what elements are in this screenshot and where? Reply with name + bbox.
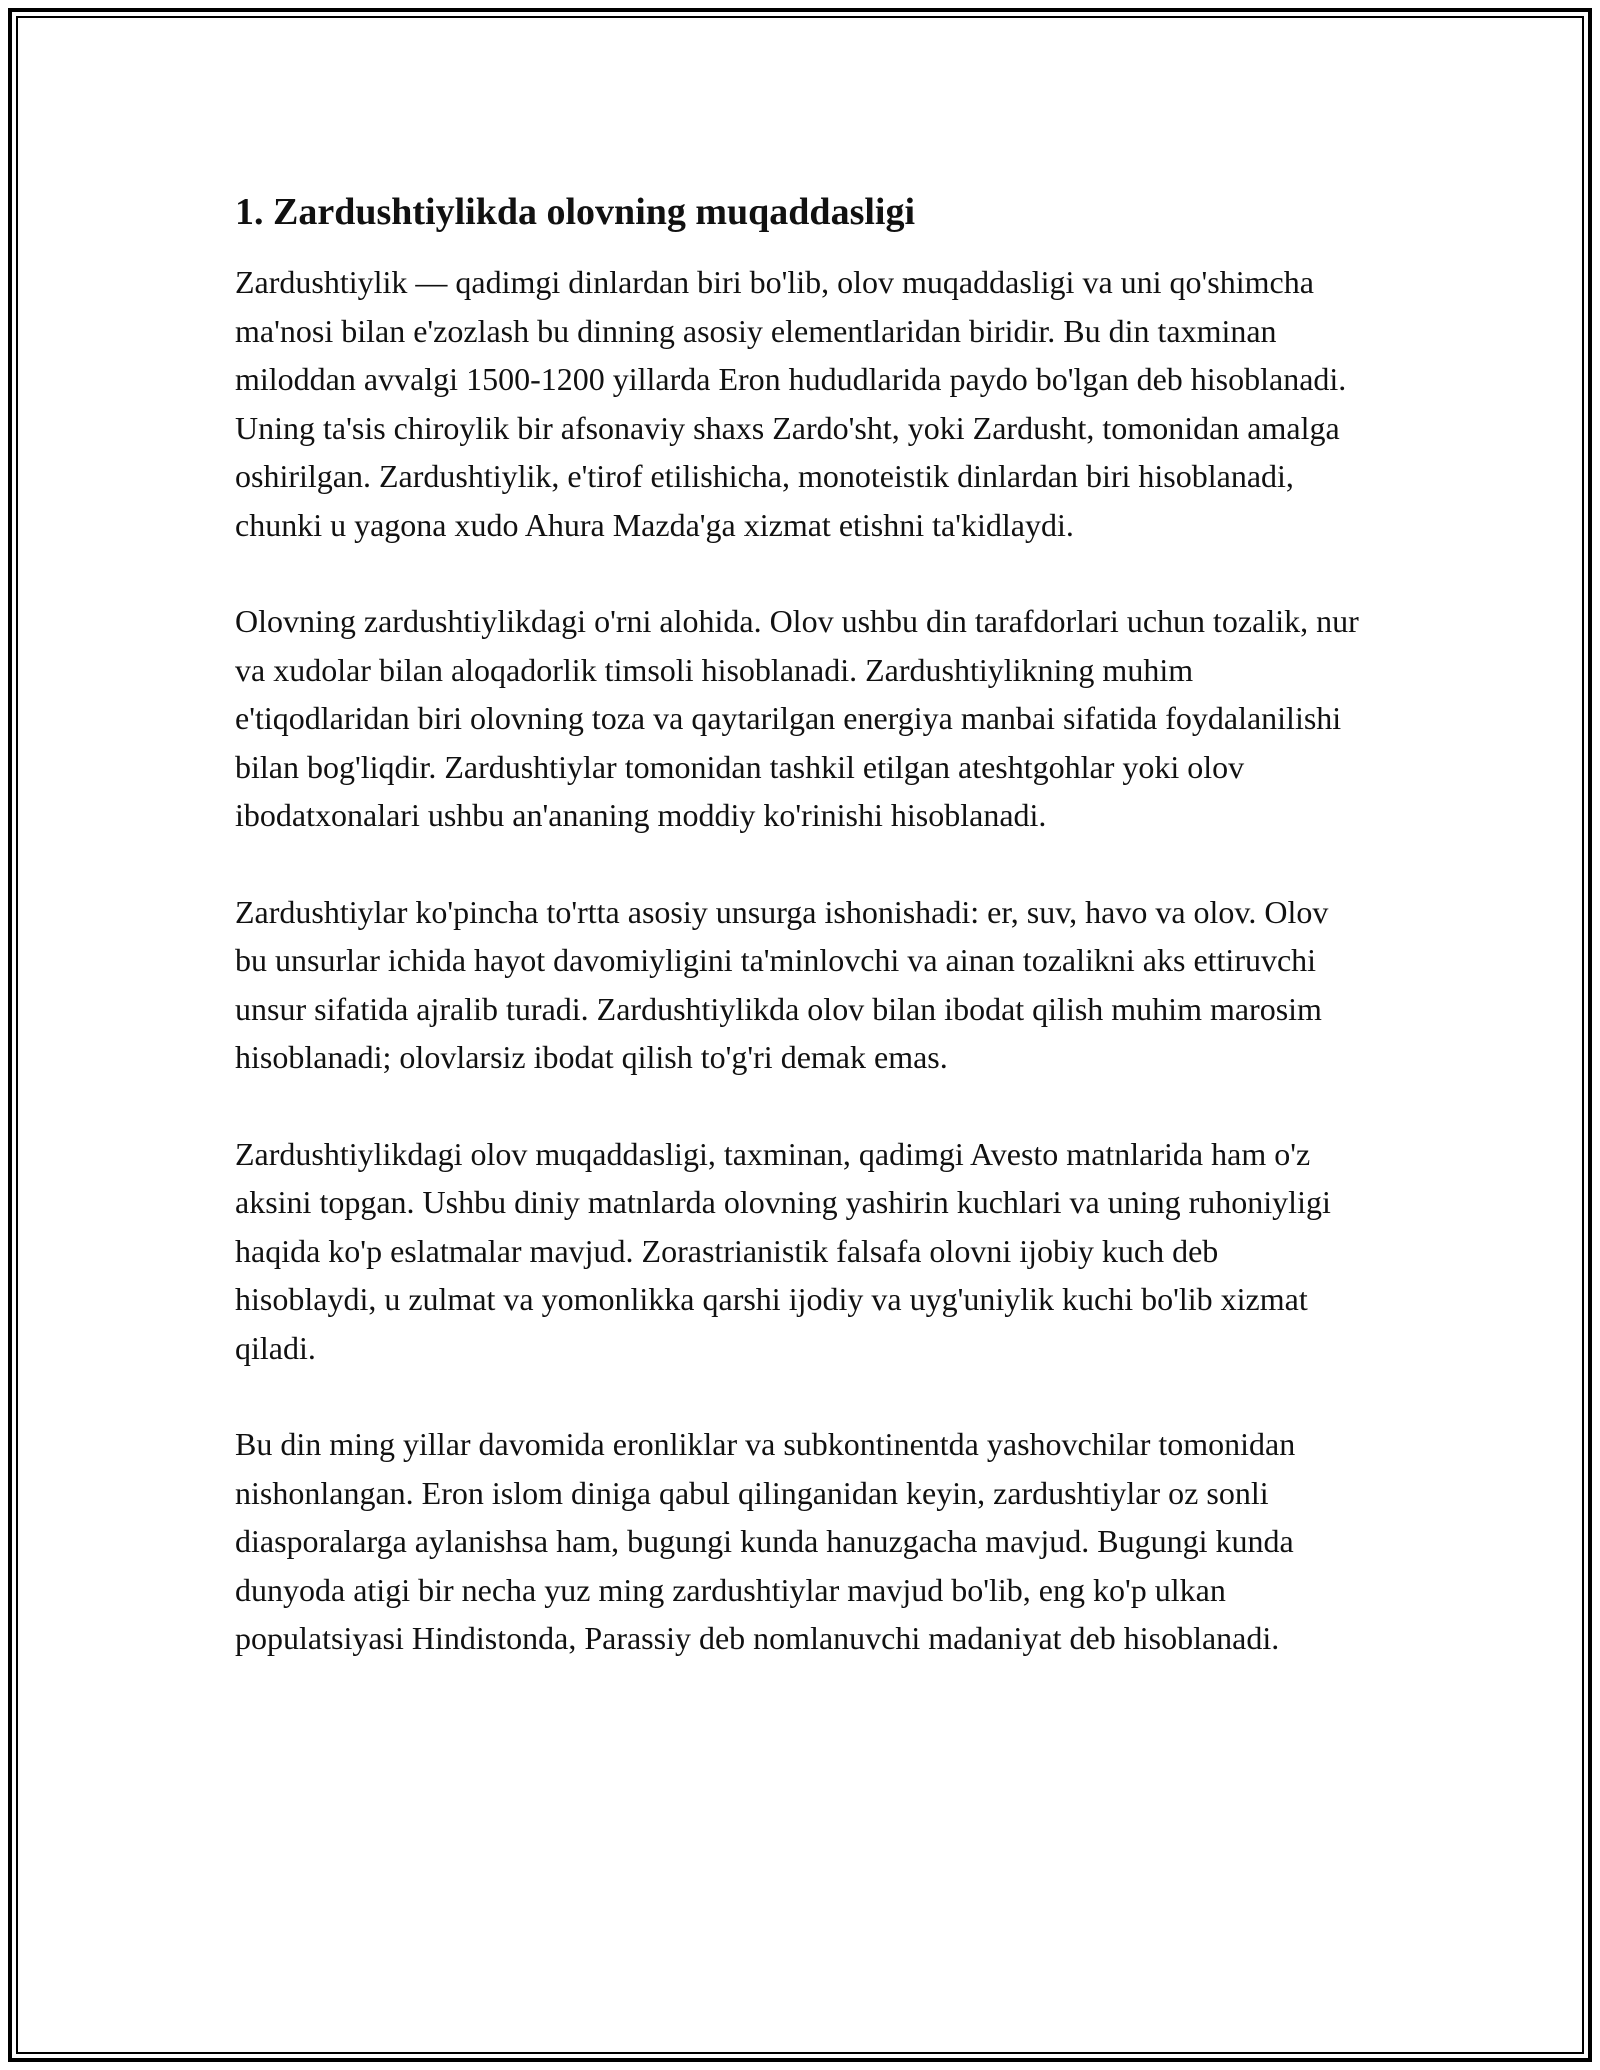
paragraph-4: Zardushtiylikdagi olov muqaddasligi, taxminan, qadimgi Avesto matnlarida ham o'z aksini topgan. Ushbu diniy matnlarda olovning yashirin kuchlari va uning ruhoniyligi haqida ko'p eslatmalar mavjud. Zorastrianistik falsafa olovni ijobiy kuch deb hisoblaydi, u zulmat va yomonlikka qarshi ijodiy va uyg'uniylik kuchi bo'lib xizmat qiladi. (235, 1135, 1331, 1366)
paragraph-1: Zardushtiylik — qadimgi dinlardan biri bo'lib, olov muqaddasligi va uni qo'shimcha ma'nosi bilan e'zozlash bu dinning asosiy elementlaridan biridir. Bu din taxminan miloddan avvalgi 1500-1200 yillarda Eron hududlarida paydo bo'lgan deb hisoblanadi. Uning ta'sis chiroylik bir afsonaviy shaxs Zardo'sht, yoki Zardusht, tomonidan amalga oshirilgan. Zardushtiylik, e'tirof etilishicha, monoteistik dinlardan biri hisoblanadi, chunki u yagona xudo Ahura Mazda'ga xizmat etishni ta'kidlaydi. (235, 264, 1347, 543)
paragraph-5: Bu din ming yillar davomida eronliklar va subkontinentda yashovchilar tomonidan nishonlangan. Eron islom diniga qabul qilinganidan keyin, zardushtiylar oz sonli diasporalarga aylanishsa ham, bugungi kunda hanuzgacha mavjud. Bugungi kunda dunyoda atigi bir necha yuz ming zardushtiylar mavjud bo'lib, eng ko'p ulkan populatsiyasi Hindistonda, Parassiy deb nomlanuvchi madaniyat deb hisoblanadi. (235, 1426, 1296, 1656)
paragraph-3: Zardushtiylar ko'pincha to'rtta asosiy unsurga ishonishadi: er, suv, havo va olov. Olov bu unsurlar ichida hayot davomiyligini ta'minlovchi va ainan tozalikni aks ettiruvchi unsur sifatida ajralib turadi. Zardushtiylikda olov bilan ibodat qilish muhim marosim hisoblanadi; olovlarsiz ibodat qilish to'g'ri demak emas. (235, 893, 1329, 1075)
document-body (235, 186, 1365, 1711)
paragraph-2: Olovning zardushtiylikdagi o'rni alohida. Olov ushbu din tarafdorlari uchun tozalik, nur va xudolar bilan aloqadorlik timsoli hisoblanadi. Zardushtiylikning muhim e'tiqodlaridan biri olovning toza va qaytarilgan energiya manbai sifatida foydalanilishi bilan bog'liqdir. Zardushtiylar tomonidan tashkil etilgan ateshtgohlar yoki olov ibodatxonalari ushbu an'ananing moddiy ko'rinishi hisoblanadi. (235, 603, 1359, 833)
page-title: 1. Zardushtiylikda olovning muqaddasligi (235, 191, 916, 233)
